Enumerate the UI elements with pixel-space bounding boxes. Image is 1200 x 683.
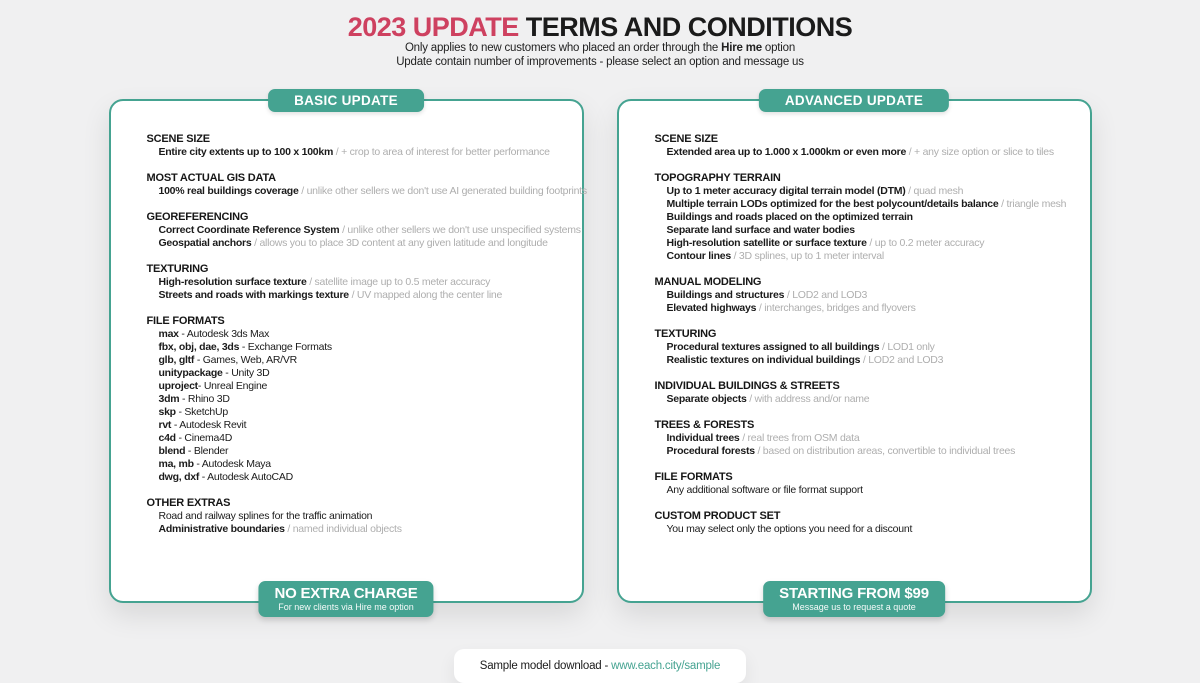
page-subtitle-line2: Update contain number of improvements - please select an option and message us [396,56,804,68]
feature-text: - Unreal Engine [197,380,268,392]
feature-item [147,367,566,380]
feature-main: Up to 1 meter accuracy digital terrain model (DTM) [666,185,906,197]
feature-main: blend [158,445,186,457]
page-title-highlight: 2023 UPDATE [347,12,519,42]
feature-text: Any additional software or file format support [666,484,863,496]
feature-note: / real trees from OSM data [739,432,860,444]
feature-item [147,445,566,458]
section-other-extras [147,497,566,536]
section-texturing [147,263,566,302]
section-title: TOPOGRAPHY TERRAIN [654,172,781,184]
footer-bar-wrap [0,649,1200,683]
feature-text: - Autodesk 3ds Max [178,328,270,340]
page-header [0,0,1200,69]
feature-item [147,419,566,432]
feature-note: / unlike other sellers we don't use AI generated building footprints [298,185,587,197]
page-title [0,13,1200,41]
feature-note: / + crop to area of interest for better performance [333,146,550,158]
section-title: SCENE SIZE [654,133,718,145]
sample-download-link[interactable]: www.each.city/sample [611,660,721,672]
section-texturing [655,328,1074,367]
feature-main: Streets and roads with markings texture [158,289,349,301]
section-title: TEXTURING [654,328,717,340]
section-file-formats [147,315,566,484]
feature-note: / + any size option or slice to tiles [906,146,1054,158]
feature-main: Procedural forests [666,445,755,457]
feature-item [147,432,566,445]
feature-item [655,146,1074,159]
feature-main: ma, mb [158,458,194,470]
section-file-formats [655,471,1074,497]
feature-main: Administrative boundaries [158,523,285,535]
feature-note: / up to 0.2 meter accuracy [866,237,985,249]
section-title: FILE FORMATS [654,471,733,483]
feature-text: - Autodesk AutoCAD [199,471,293,483]
footer-badge-subtitle: For new clients via Hire me option [278,602,414,612]
section-manual-modeling [655,276,1074,315]
section-custom-product-set [655,510,1074,536]
feature-note: / 3D splines, up to 1 meter interval [730,250,884,262]
feature-item [147,224,581,237]
feature-item [655,289,1074,302]
feature-main: Geospatial anchors [158,237,252,249]
feature-text: - SketchUp [175,406,228,418]
feature-main: Realistic textures on individual buildings [666,354,861,366]
section-most-actual-gis-data [146,172,587,198]
feature-main: Buildings and roads placed on the optimized terrain [666,211,913,223]
feature-item [147,185,587,198]
feature-text: - Cinema4D [175,432,233,444]
section-individual-buildings-streets [655,380,1074,406]
feature-main: rvt [158,419,172,431]
feature-item [147,237,566,250]
feature-text: Road and railway splines for the traffic animation [158,510,373,522]
feature-main: Extended area up to 1.000 x 1.000km or even more [666,146,907,158]
feature-item [655,445,1074,458]
panel-header-badge: ADVANCED UPDATE [759,89,949,112]
feature-note: / allows you to place 3D content at any given latitude and longitude [251,237,548,249]
feature-item [655,393,1074,406]
feature-note: / LOD2 and LOD3 [784,289,868,301]
section-scene-size [147,133,566,159]
feature-main: Separate land surface and water bodies [666,224,855,236]
section-title: GEOREFERENCING [146,211,249,223]
feature-item [147,406,566,419]
feature-item [147,523,566,536]
feature-note: / triangle mesh [998,198,1067,210]
feature-item [655,354,1074,367]
section-title: CUSTOM PRODUCT SET [654,510,781,522]
section-title: SCENE SIZE [146,133,210,145]
feature-item [655,185,1074,198]
feature-item [147,510,566,523]
feature-main: skp [158,406,176,418]
feature-item [655,432,1074,445]
feature-note: / based on distribution areas, convertible to individual trees [754,445,1016,457]
page-title-rest: TERMS AND CONDITIONS [518,12,853,42]
panel-content [619,101,1090,536]
feature-main: Procedural textures assigned to all buildings [666,341,880,353]
feature-text: - Games, Web, AR/VR [194,354,297,366]
sample-download-bar [454,649,746,683]
panel-content [111,101,587,536]
feature-item [147,471,566,484]
feature-main: max [158,328,179,340]
feature-main: dwg, dxf [158,471,200,483]
panels-container [0,93,1200,612]
section-title: MANUAL MODELING [654,276,762,288]
feature-note: / interchanges, bridges and flyovers [756,302,916,314]
footer-badge-subtitle: Message us to request a quote [792,602,916,612]
panel-header-badge: BASIC UPDATE [268,89,424,112]
feature-item [655,484,1074,497]
feature-text: - Blender [185,445,229,457]
feature-main: 3dm [158,393,180,405]
section-title: INDIVIDUAL BUILDINGS & STREETS [654,380,840,392]
section-trees-forests [655,419,1074,458]
feature-main: Contour lines [666,250,731,262]
footer-badge-title: NO EXTRA CHARGE [274,585,418,602]
feature-text: - Rhino 3D [179,393,230,405]
section-title: TREES & FORESTS [654,419,755,431]
feature-main: High-resolution satellite or surface texture [666,237,867,249]
feature-main: Correct Coordinate Reference System [158,224,340,236]
feature-text: - Autodesk Revit [171,419,247,431]
feature-main: uproject [158,380,198,392]
sample-download-label: Sample model download - [479,660,612,672]
feature-note: / named individual objects [284,523,402,535]
feature-main: Separate objects [666,393,747,405]
section-title: MOST ACTUAL GIS DATA [146,172,276,184]
feature-item [147,276,566,289]
feature-main: unitypackage [158,367,223,379]
section-title: OTHER EXTRAS [146,497,231,509]
section-georeferencing [146,211,581,250]
feature-main: fbx, obj, dae, 3ds [158,341,240,353]
feature-note: / LOD1 only [879,341,935,353]
feature-item [147,341,566,354]
feature-main: c4d [158,432,176,444]
feature-note: / satellite image up to 0.5 meter accuracy [306,276,491,288]
feature-note: / UV mapped along the center line [348,289,503,301]
feature-text: - Exchange Formats [239,341,332,353]
panel-advanced-update [617,93,1092,612]
feature-item [147,354,566,367]
section-scene-size [655,133,1074,159]
feature-item [147,458,566,471]
feature-note: / LOD2 and LOD3 [860,354,944,366]
feature-item [655,198,1074,211]
panel-footer-badge [258,581,433,617]
feature-main: 100% real buildings coverage [158,185,299,197]
feature-item [655,341,1074,354]
feature-note: / unlike other sellers we don't use unspecified systems [339,224,581,236]
feature-text: - Unity 3D [222,367,270,379]
section-title: FILE FORMATS [146,315,225,327]
feature-item [655,211,1074,224]
feature-item [147,289,566,302]
feature-note: / with address and/or name [746,393,870,405]
feature-item [655,224,1074,237]
hire-me-emphasis: Hire me [721,42,762,54]
panel-footer-badge [763,581,945,617]
feature-main: Elevated highways [666,302,757,314]
page-subtitle-line1: Only applies to new customers who placed an order through the Hire me option [404,42,796,54]
feature-item [655,302,1074,315]
feature-item [147,328,566,341]
feature-main: glb, gltf [158,354,195,366]
feature-item [147,393,566,406]
section-topography-terrain [655,172,1074,263]
feature-item [655,250,1074,263]
feature-main: Individual trees [666,432,740,444]
feature-note: / quad mesh [905,185,964,197]
section-title: TEXTURING [146,263,209,275]
feature-text: You may select only the options you need for a discount [666,523,913,535]
feature-main: Entire city extents up to 100 x 100km [158,146,334,158]
feature-item [147,380,566,393]
feature-main: Multiple terrain LODs optimized for the best polycount/details balance [666,198,999,210]
feature-item [147,146,566,159]
feature-main: Buildings and structures [666,289,785,301]
footer-badge-title: STARTING FROM $99 [779,585,929,602]
feature-text: - Autodesk Maya [193,458,271,470]
feature-item [655,237,1074,250]
feature-item [655,523,1074,536]
feature-main: High-resolution surface texture [158,276,307,288]
panel-basic-update [109,93,587,612]
